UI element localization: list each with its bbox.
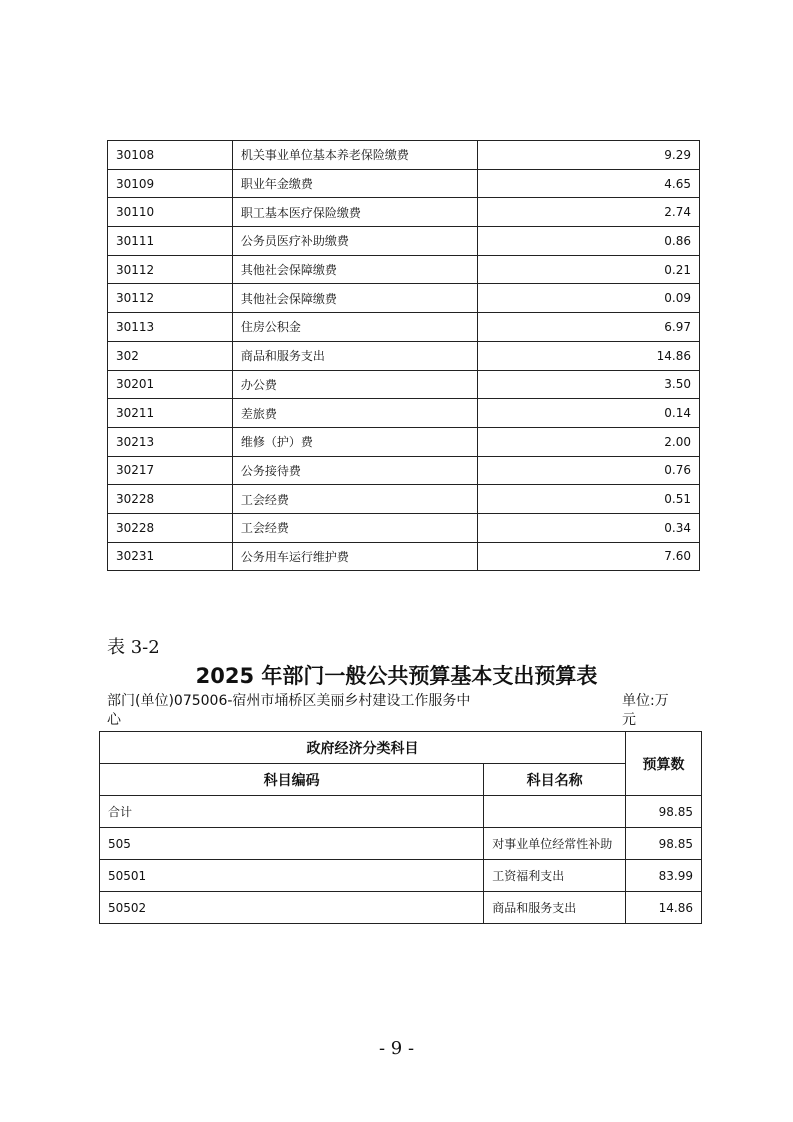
amount-cell: 2.74 <box>478 198 700 227</box>
basic-expense-budget-table <box>99 731 702 924</box>
table-row <box>108 485 700 514</box>
table-row <box>108 456 700 485</box>
subject-name-cell: 职业年金缴费 <box>232 169 478 198</box>
subject-code-cell: 50502 <box>100 892 484 924</box>
table-row <box>100 892 702 924</box>
subject-code-cell: 50501 <box>100 860 484 892</box>
header-subject-code: 科目编码 <box>100 764 484 796</box>
subject-name-cell: 住房公积金 <box>232 313 478 342</box>
subject-name-cell: 公务用车运行维护费 <box>232 542 478 571</box>
amount-cell: 98.85 <box>626 796 702 828</box>
table-row <box>100 860 702 892</box>
amount-cell: 0.86 <box>478 227 700 256</box>
subject-code-cell: 30228 <box>108 485 233 514</box>
subject-name-cell: 其他社会保障缴费 <box>232 284 478 313</box>
subject-name-cell: 维修（护）费 <box>232 427 478 456</box>
subject-name-cell: 职工基本医疗保险缴费 <box>232 198 478 227</box>
subject-name-cell: 公务接待费 <box>232 456 478 485</box>
table-row <box>108 198 700 227</box>
table-row <box>108 169 700 198</box>
subject-name-cell: 商品和服务支出 <box>232 341 478 370</box>
table-row <box>108 513 700 542</box>
subject-name-cell: 差旅费 <box>232 399 478 428</box>
subject-name-cell: 工会经费 <box>232 485 478 514</box>
table-row <box>108 370 700 399</box>
expense-table-continued <box>107 140 700 571</box>
department-line: 部门(单位)075006-宿州市埇桥区美丽乡村建设工作服务中心 <box>107 693 471 728</box>
amount-cell: 0.21 <box>478 255 700 284</box>
header-budget-amount: 预算数 <box>626 732 702 796</box>
subject-name-cell: 商品和服务支出 <box>484 892 626 924</box>
subject-code-cell: 30110 <box>108 198 233 227</box>
amount-cell: 0.76 <box>478 456 700 485</box>
subject-name-cell: 办公费 <box>232 370 478 399</box>
subject-code-cell: 30109 <box>108 169 233 198</box>
amount-cell: 0.14 <box>478 399 700 428</box>
unit-label: 单位:万元 <box>622 693 669 728</box>
table-row <box>108 341 700 370</box>
subject-code-cell: 302 <box>108 341 233 370</box>
subject-code-cell: 30111 <box>108 227 233 256</box>
subject-code-cell: 合计 <box>100 796 484 828</box>
subject-name-cell: 对事业单位经常性补助 <box>484 828 626 860</box>
subject-code-cell: 30211 <box>108 399 233 428</box>
table-row <box>108 141 700 170</box>
table-row <box>108 427 700 456</box>
subject-code-cell: 30213 <box>108 427 233 456</box>
amount-cell: 83.99 <box>626 860 702 892</box>
amount-cell: 2.00 <box>478 427 700 456</box>
amount-cell: 14.86 <box>626 892 702 924</box>
subject-code-cell: 30231 <box>108 542 233 571</box>
subject-name-cell: 机关事业单位基本养老保险缴费 <box>232 141 478 170</box>
table-row <box>100 796 702 828</box>
amount-cell: 98.85 <box>626 828 702 860</box>
table-label: 表 3-2 <box>107 637 160 658</box>
subject-name-cell <box>484 796 626 828</box>
subject-name-cell: 工会经费 <box>232 513 478 542</box>
amount-cell: 7.60 <box>478 542 700 571</box>
subject-name-cell: 公务员医疗补助缴费 <box>232 227 478 256</box>
subject-code-cell: 30108 <box>108 141 233 170</box>
subject-code-cell: 30112 <box>108 255 233 284</box>
table-row <box>108 284 700 313</box>
subject-code-cell: 30112 <box>108 284 233 313</box>
subject-code-cell: 505 <box>100 828 484 860</box>
subject-code-cell: 30113 <box>108 313 233 342</box>
table-row <box>108 255 700 284</box>
amount-cell: 9.29 <box>478 141 700 170</box>
header-economic-classification: 政府经济分类科目 <box>100 732 626 764</box>
amount-cell: 0.09 <box>478 284 700 313</box>
header-subject-name: 科目名称 <box>484 764 626 796</box>
amount-cell: 6.97 <box>478 313 700 342</box>
subject-name-cell: 其他社会保障缴费 <box>232 255 478 284</box>
subject-code-cell: 30201 <box>108 370 233 399</box>
page-title: 2025 年部门一般公共预算基本支出预算表 <box>195 664 598 688</box>
amount-cell: 14.86 <box>478 341 700 370</box>
subject-code-cell: 30228 <box>108 513 233 542</box>
amount-cell: 0.51 <box>478 485 700 514</box>
table-row <box>100 828 702 860</box>
amount-cell: 3.50 <box>478 370 700 399</box>
subject-code-cell: 30217 <box>108 456 233 485</box>
subject-name-cell: 工资福利支出 <box>484 860 626 892</box>
amount-cell: 0.34 <box>478 513 700 542</box>
amount-cell: 4.65 <box>478 169 700 198</box>
page-number: - 9 - <box>378 1038 415 1059</box>
table-row <box>108 542 700 571</box>
table-row <box>108 227 700 256</box>
table-row <box>108 313 700 342</box>
table-row <box>108 399 700 428</box>
